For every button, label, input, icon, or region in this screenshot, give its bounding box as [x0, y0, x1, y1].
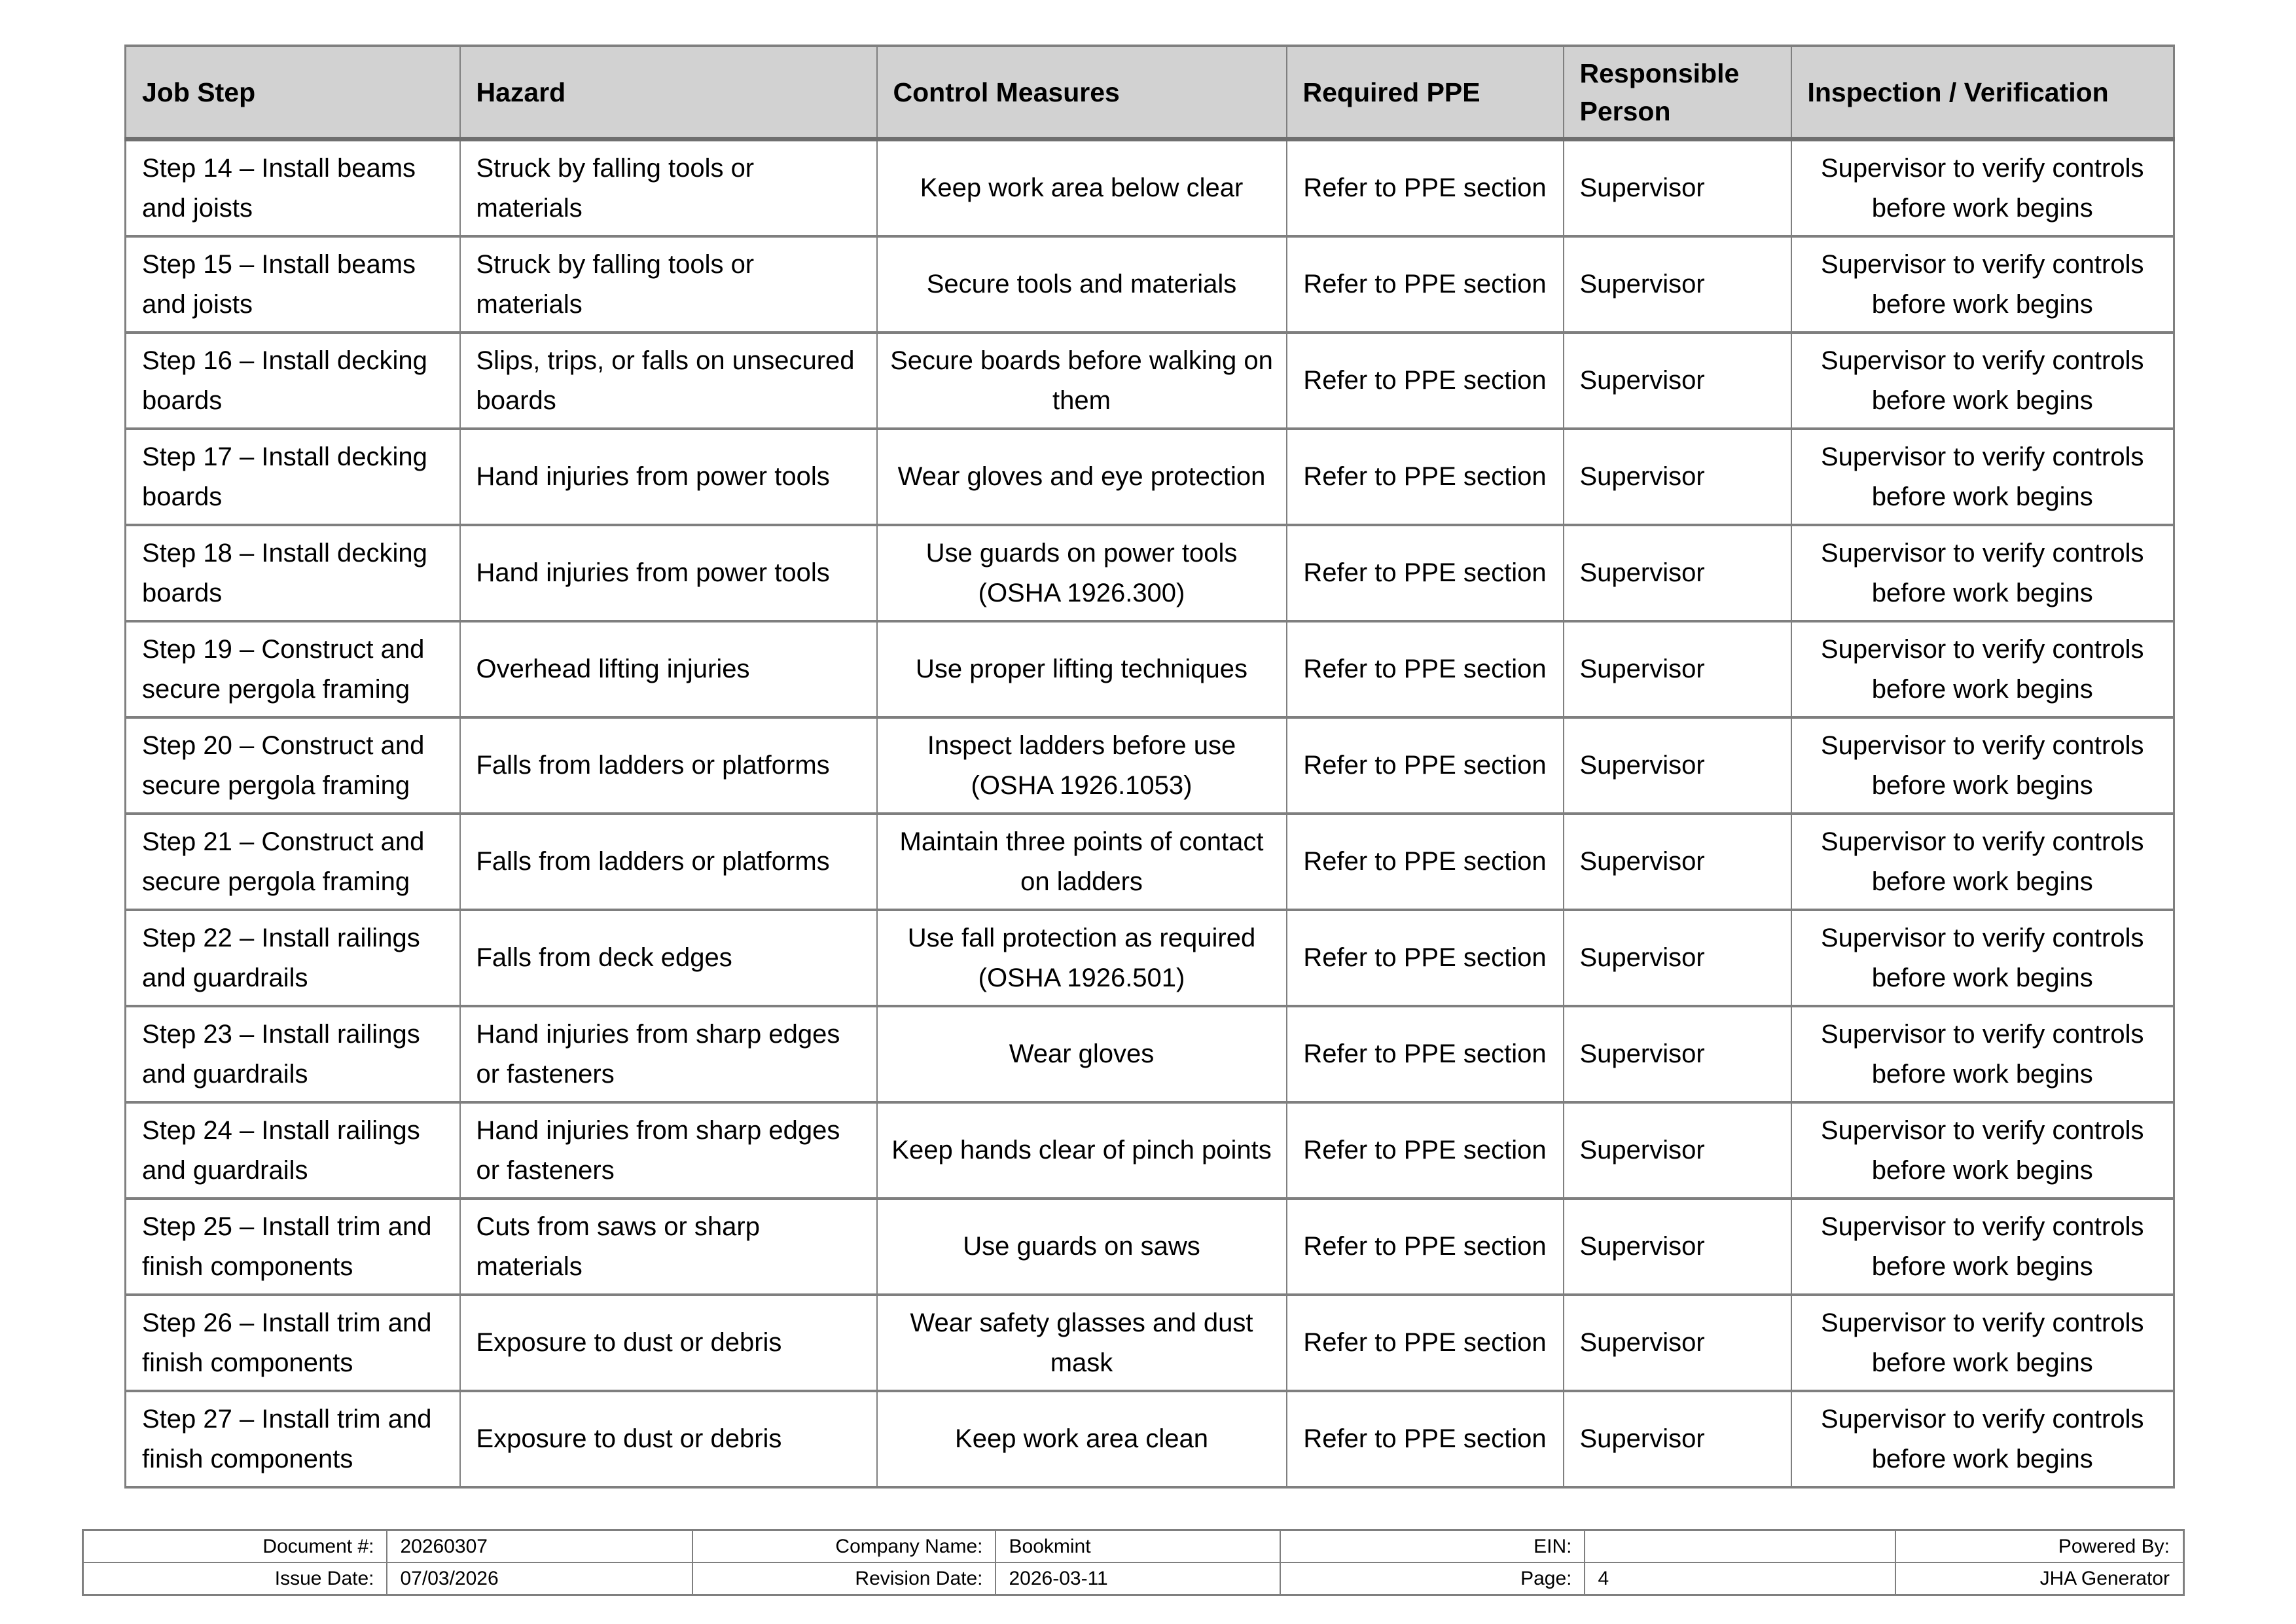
cell-required-ppe: Refer to PPE section: [1287, 525, 1564, 621]
cell-required-ppe: Refer to PPE section: [1287, 236, 1564, 333]
cell-control-measures: Use guards on power tools (OSHA 1926.300): [877, 525, 1287, 621]
cell-required-ppe: Refer to PPE section: [1287, 1295, 1564, 1391]
cell-responsible-person: Supervisor: [1564, 814, 1791, 910]
cell-required-ppe: Refer to PPE section: [1287, 1199, 1564, 1295]
cell-control-measures: Secure boards before walking on them: [877, 333, 1287, 429]
cell-inspection-verification: Supervisor to verify controls before work begins: [1791, 1295, 2174, 1391]
cell-job-step: Step 22 – Install railings and guardrails: [126, 910, 460, 1006]
cell-job-step: Step 16 – Install decking boards: [126, 333, 460, 429]
table-row: [126, 717, 2174, 814]
header-responsible-person: Responsible Person: [1564, 46, 1791, 139]
table-row: [126, 525, 2174, 621]
footer-revision-date-label: Revision Date:: [692, 1562, 996, 1595]
cell-control-measures: Use guards on saws: [877, 1199, 1287, 1295]
footer-document-label: Document #:: [83, 1530, 387, 1563]
cell-control-measures: Secure tools and materials: [877, 236, 1287, 333]
cell-hazard: Struck by falling tools or materials: [460, 139, 877, 237]
cell-job-step: Step 21 – Construct and secure pergola framing: [126, 814, 460, 910]
cell-control-measures: Keep work area below clear: [877, 139, 1287, 237]
table-row: [126, 1391, 2174, 1487]
cell-control-measures: Use fall protection as required (OSHA 1926.501): [877, 910, 1287, 1006]
table-row: [126, 621, 2174, 717]
cell-hazard: Hand injuries from power tools: [460, 525, 877, 621]
cell-responsible-person: Supervisor: [1564, 621, 1791, 717]
cell-inspection-verification: Supervisor to verify controls before work begins: [1791, 1006, 2174, 1102]
cell-required-ppe: Refer to PPE section: [1287, 717, 1564, 814]
footer-document-value: 20260307: [387, 1530, 692, 1563]
cell-hazard: Struck by falling tools or materials: [460, 236, 877, 333]
cell-control-measures: Wear gloves: [877, 1006, 1287, 1102]
cell-job-step: Step 26 – Install trim and finish components: [126, 1295, 460, 1391]
cell-required-ppe: Refer to PPE section: [1287, 814, 1564, 910]
footer-company-value: Bookmint: [996, 1530, 1280, 1563]
cell-responsible-person: Supervisor: [1564, 1102, 1791, 1199]
table-row: [126, 814, 2174, 910]
cell-hazard: Falls from ladders or platforms: [460, 814, 877, 910]
table-row: [126, 1295, 2174, 1391]
cell-inspection-verification: Supervisor to verify controls before work begins: [1791, 525, 2174, 621]
cell-inspection-verification: Supervisor to verify controls before work begins: [1791, 1102, 2174, 1199]
footer-company-label: Company Name:: [692, 1530, 996, 1563]
footer-ein-label: EIN:: [1280, 1530, 1585, 1563]
cell-required-ppe: Refer to PPE section: [1287, 139, 1564, 237]
header-required-ppe: Required PPE: [1287, 46, 1564, 139]
header-inspection-verification: Inspection / Verification: [1791, 46, 2174, 139]
cell-required-ppe: Refer to PPE section: [1287, 333, 1564, 429]
cell-control-measures: Maintain three points of contact on ladders: [877, 814, 1287, 910]
cell-job-step: Step 27 – Install trim and finish components: [126, 1391, 460, 1487]
footer-issue-date-value: 07/03/2026: [387, 1562, 692, 1595]
cell-responsible-person: Supervisor: [1564, 139, 1791, 237]
header-job-step: Job Step: [126, 46, 460, 139]
cell-hazard: Overhead lifting injuries: [460, 621, 877, 717]
cell-hazard: Falls from ladders or platforms: [460, 717, 877, 814]
footer-revision-date-value: 2026-03-11: [996, 1562, 1280, 1595]
cell-job-step: Step 25 – Install trim and finish components: [126, 1199, 460, 1295]
cell-job-step: Step 17 – Install decking boards: [126, 429, 460, 525]
footer-powered-by-value: JHA Generator: [1895, 1562, 2184, 1595]
footer-ein-value: [1585, 1530, 1895, 1563]
cell-responsible-person: Supervisor: [1564, 236, 1791, 333]
cell-hazard: Hand injuries from power tools: [460, 429, 877, 525]
cell-required-ppe: Refer to PPE section: [1287, 429, 1564, 525]
cell-required-ppe: Refer to PPE section: [1287, 1102, 1564, 1199]
table-header: [126, 46, 2174, 139]
cell-required-ppe: Refer to PPE section: [1287, 1391, 1564, 1487]
cell-inspection-verification: Supervisor to verify controls before work begins: [1791, 139, 2174, 237]
cell-responsible-person: Supervisor: [1564, 1295, 1791, 1391]
cell-responsible-person: Supervisor: [1564, 1391, 1791, 1487]
table-row: [126, 333, 2174, 429]
header-hazard: Hazard: [460, 46, 877, 139]
cell-required-ppe: Refer to PPE section: [1287, 1006, 1564, 1102]
cell-responsible-person: Supervisor: [1564, 525, 1791, 621]
cell-responsible-person: Supervisor: [1564, 1199, 1791, 1295]
footer-row-2: [83, 1562, 2184, 1595]
cell-job-step: Step 24 – Install railings and guardrails: [126, 1102, 460, 1199]
footer-row-1: [83, 1530, 2184, 1563]
cell-job-step: Step 23 – Install railings and guardrails: [126, 1006, 460, 1102]
cell-responsible-person: Supervisor: [1564, 717, 1791, 814]
table-body: [126, 139, 2174, 1488]
cell-inspection-verification: Supervisor to verify controls before work begins: [1791, 429, 2174, 525]
cell-hazard: Exposure to dust or debris: [460, 1391, 877, 1487]
cell-hazard: Exposure to dust or debris: [460, 1295, 877, 1391]
cell-control-measures: Use proper lifting techniques: [877, 621, 1287, 717]
jha-table: [124, 45, 2175, 1489]
footer-table: [82, 1529, 2185, 1596]
cell-job-step: Step 14 – Install beams and joists: [126, 139, 460, 237]
cell-inspection-verification: Supervisor to verify controls before work begins: [1791, 1199, 2174, 1295]
table-row: [126, 139, 2174, 237]
cell-inspection-verification: Supervisor to verify controls before work begins: [1791, 717, 2174, 814]
cell-job-step: Step 18 – Install decking boards: [126, 525, 460, 621]
cell-job-step: Step 15 – Install beams and joists: [126, 236, 460, 333]
cell-job-step: Step 19 – Construct and secure pergola framing: [126, 621, 460, 717]
cell-inspection-verification: Supervisor to verify controls before work begins: [1791, 1391, 2174, 1487]
cell-control-measures: Inspect ladders before use (OSHA 1926.1053): [877, 717, 1287, 814]
table-row: [126, 236, 2174, 333]
footer-issue-date-label: Issue Date:: [83, 1562, 387, 1595]
footer-page-value: 4: [1585, 1562, 1895, 1595]
cell-required-ppe: Refer to PPE section: [1287, 910, 1564, 1006]
cell-control-measures: Keep work area clean: [877, 1391, 1287, 1487]
cell-hazard: Falls from deck edges: [460, 910, 877, 1006]
cell-inspection-verification: Supervisor to verify controls before work begins: [1791, 236, 2174, 333]
cell-inspection-verification: Supervisor to verify controls before work begins: [1791, 910, 2174, 1006]
cell-responsible-person: Supervisor: [1564, 333, 1791, 429]
cell-inspection-verification: Supervisor to verify controls before work begins: [1791, 814, 2174, 910]
cell-responsible-person: Supervisor: [1564, 910, 1791, 1006]
cell-hazard: Cuts from saws or sharp materials: [460, 1199, 877, 1295]
cell-hazard: Hand injuries from sharp edges or fasteners: [460, 1006, 877, 1102]
header-control-measures: Control Measures: [877, 46, 1287, 139]
cell-inspection-verification: Supervisor to verify controls before work begins: [1791, 621, 2174, 717]
footer-page-label: Page:: [1280, 1562, 1585, 1595]
cell-required-ppe: Refer to PPE section: [1287, 621, 1564, 717]
cell-control-measures: Wear safety glasses and dust mask: [877, 1295, 1287, 1391]
header-row: [126, 46, 2174, 139]
cell-inspection-verification: Supervisor to verify controls before work begins: [1791, 333, 2174, 429]
table-row: [126, 1102, 2174, 1199]
table-row: [126, 910, 2174, 1006]
table-row: [126, 1006, 2174, 1102]
cell-control-measures: Wear gloves and eye protection: [877, 429, 1287, 525]
cell-responsible-person: Supervisor: [1564, 429, 1791, 525]
cell-control-measures: Keep hands clear of pinch points: [877, 1102, 1287, 1199]
footer-powered-by-label: Powered By:: [1895, 1530, 2184, 1563]
table-row: [126, 429, 2174, 525]
cell-job-step: Step 20 – Construct and secure pergola framing: [126, 717, 460, 814]
cell-hazard: Slips, trips, or falls on unsecured boards: [460, 333, 877, 429]
table-row: [126, 1199, 2174, 1295]
cell-hazard: Hand injuries from sharp edges or fasteners: [460, 1102, 877, 1199]
cell-responsible-person: Supervisor: [1564, 1006, 1791, 1102]
